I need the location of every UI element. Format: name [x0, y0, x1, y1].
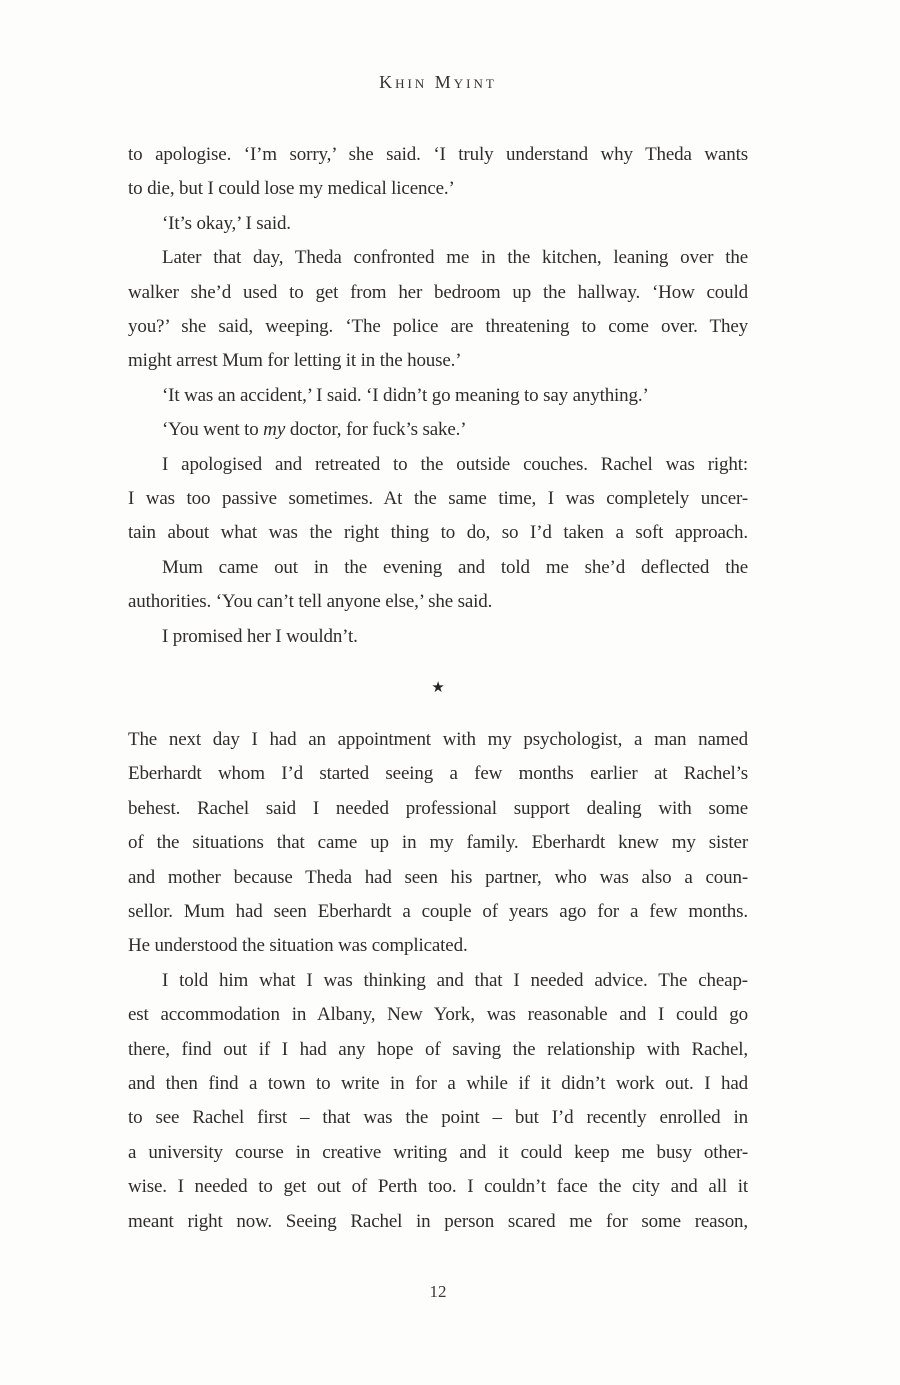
text-line: I told him what I was thinking and that I needed advice. The cheap-	[162, 969, 748, 991]
text-line: and then find a town to write in for a while if it didn’t work out. I had	[128, 1072, 748, 1094]
text-line: to see Rachel first – that was the point – but I’d recently enrolled in	[128, 1107, 748, 1129]
text-line: est accommodation in Albany, New York, was reasonable and I could go	[128, 1004, 748, 1026]
text-line: ‘It was an accident,’ I said. ‘I didn’t go meaning to say anything.’	[162, 384, 649, 406]
text-line: sellor. Mum had seen Eberhardt a couple of years ago for a few months.	[128, 900, 748, 922]
text-line: walker she’d used to get from her bedroom up the hallway. ‘How could	[128, 281, 748, 303]
text-line: I apologised and retreated to the outside couches. Rachel was right:	[162, 453, 748, 475]
paragraph	[128, 138, 748, 207]
text-line: meant right now. Seeing Rachel in person scared me for some reason,	[128, 1210, 748, 1232]
text-line: wise. I needed to get out of Perth too. I couldn’t face the city and all it	[128, 1176, 748, 1198]
paragraph	[128, 620, 748, 654]
text-line: Eberhardt whom I’d started seeing a few months earlier at Rachel’s	[128, 763, 748, 785]
text-line: might arrest Mum for letting it in the house.’	[128, 350, 462, 372]
text-line: you?’ she said, weeping. ‘The police are threatening to come over. They	[128, 316, 748, 338]
text-line: behest. Rachel said I needed professional support dealing with some	[128, 797, 748, 819]
text-line: there, find out if I had any hope of saving the relationship with Rachel,	[128, 1038, 748, 1060]
text-line: I was too passive sometimes. At the same time, I was completely uncer-	[128, 488, 748, 510]
paragraph	[128, 551, 748, 620]
text-line: and mother because Theda had seen his partner, who was also a coun-	[128, 866, 748, 888]
text-line: The next day I had an appointment with my psychologist, a man named	[128, 728, 748, 750]
paragraph	[128, 964, 748, 1239]
paragraph	[128, 413, 748, 447]
star-separator-icon: ★	[431, 679, 445, 696]
italic-text: my	[263, 419, 286, 441]
text-block	[128, 138, 748, 1239]
text-line: He understood the situation was complicated.	[128, 935, 468, 957]
text-line: ‘You went to my doctor, for fuck’s sake.’	[162, 419, 467, 441]
text-line: I promised her I wouldn’t.	[162, 625, 358, 647]
paragraph	[128, 448, 748, 551]
paragraph	[128, 207, 748, 241]
section-break	[128, 654, 748, 723]
page-number: 12	[429, 1282, 447, 1301]
text-line: Mum came out in the evening and told me she’d deflected the	[162, 556, 748, 578]
paragraph	[128, 241, 748, 379]
paragraph	[128, 723, 748, 964]
running-header: Khin Myint	[379, 72, 497, 92]
text-line: to die, but I could lose my medical licence.’	[128, 178, 455, 200]
text-line: ‘It’s okay,’ I said.	[162, 212, 291, 234]
text-line: of the situations that came up in my family. Eberhardt knew my sister	[128, 832, 748, 854]
text-line: Later that day, Theda confronted me in the kitchen, leaning over the	[162, 247, 748, 269]
text-line: to apologise. ‘I’m sorry,’ she said. ‘I truly understand why Theda wants	[128, 144, 748, 165]
text-line: a university course in creative writing and it could keep me busy other-	[128, 1141, 748, 1163]
paragraph	[128, 379, 748, 413]
text-line: authorities. ‘You can’t tell anyone else,’ she said.	[128, 591, 493, 613]
text-line: tain about what was the right thing to do, so I’d taken a soft approach.	[128, 522, 748, 544]
